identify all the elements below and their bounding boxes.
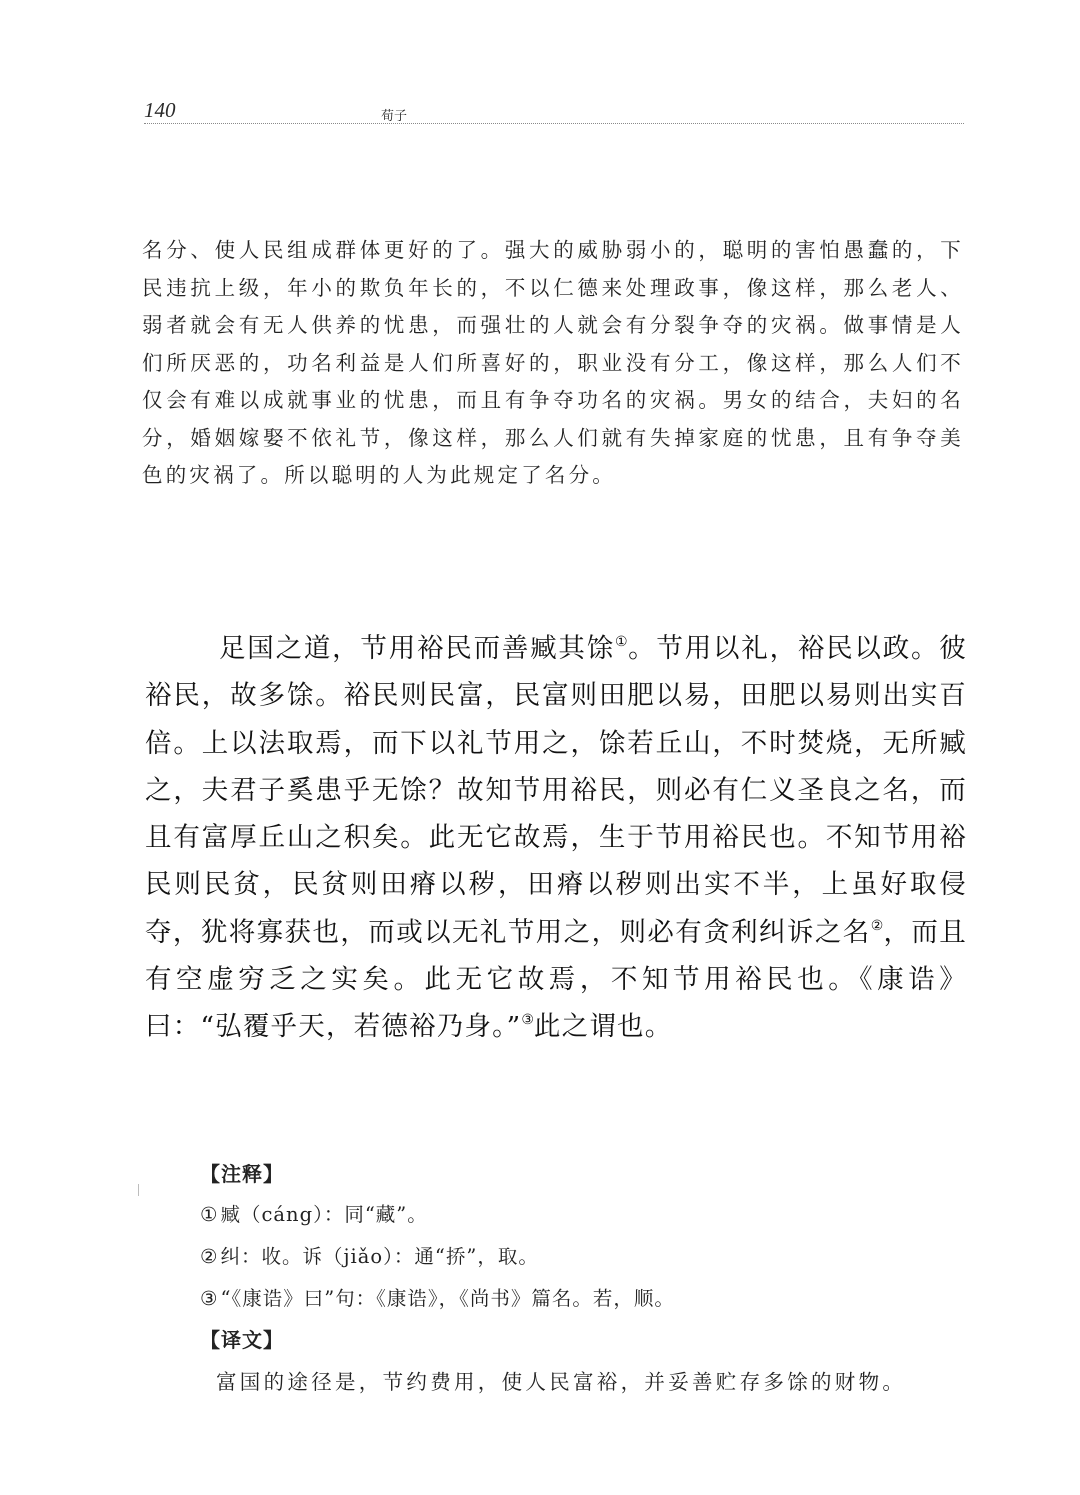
header-rule [144, 123, 964, 124]
note-item [200, 1236, 980, 1278]
footnote-marker: ③ [521, 1012, 534, 1029]
note-text: “《康诰》曰”句：《康诰》，《尚书》篇名。若，顺。 [220, 1287, 675, 1310]
classical-text [145, 625, 967, 1051]
running-title: 荀子 [381, 109, 408, 124]
note-item [200, 1278, 980, 1320]
translation-heading: 【译文】 [200, 1328, 284, 1352]
translation-paragraph: 名分、使人民组成群体更好的了。强大的威胁弱小的，聪明的害怕愚蠢的，下民违抗上级，年小的欺负年长的，不以仁德来处理政事，像这样，那么老人、弱者就会有无人供养的忧患，而强壮的人就会有分裂争夺的灾祸。做事情是人们所厌恶的，功名利益是人们所喜好的，职业没有分工，像这样，那么人们不仅会有难以成就事业的忧患，而且有争夺功名的灾祸。男女的结合，夫妇的名分，婚姻嫁娶不依礼节，像这样，那么人们就有失掉家庭的忧患，且有争夺美色的灾祸了。所以聪明的人为此规定了名分。 [142, 238, 964, 487]
classical-text-part: ，而且有空虚穷乏之实矣。此无它故焉，不知节用裕民也。《康诰》曰：“弘覆乎天，若德裕乃身。” [145, 916, 967, 1043]
note-number: ① [200, 1203, 219, 1226]
classical-text-part: 此之谓也。 [533, 1011, 673, 1043]
notes-heading: 【注释】 [200, 1162, 284, 1186]
classical-text-part: 。节用以礼，裕民以政。彼裕民，故多馀。裕民则民富，民富则田肥以易，田肥以易则出实百倍。上以法取焉，而下以礼节用之，馀若丘山，不时焚烧，无所臧之，夫君子奚患乎无馀？故知节用裕民，则必有仁义圣良之名，而且有富厚丘山之积矣。此无它故焉，生于节用裕民也。不知节用裕民则民贫，民贫则田瘠以秽，田瘠以秽则出实不半，上虽好取侵夺，犹将寡获也，而或以无礼节用之，则必有贪利纠诉之名 [145, 633, 967, 948]
margin-mark [138, 1184, 139, 1196]
note-number: ③ [200, 1287, 219, 1310]
note-number: ② [200, 1245, 219, 1268]
page-number: 140 [144, 98, 176, 122]
running-header [144, 98, 964, 128]
footnote-marker: ① [615, 634, 629, 650]
note-item [200, 1194, 980, 1236]
notes-section [200, 1154, 980, 1404]
classical-text-part: 足国之道，节用裕民而善臧其馀 [219, 633, 615, 664]
note-text: 纠：收。诉（jiǎo）：通“挢”，取。 [220, 1245, 539, 1268]
translation-first-line: 富国的途径是，节约费用，使人民富裕，并妥善贮存多馀的财物。 [216, 1370, 907, 1394]
footnote-marker: ② [870, 917, 884, 934]
note-text: 臧（cáng）：同“藏”。 [220, 1203, 428, 1226]
